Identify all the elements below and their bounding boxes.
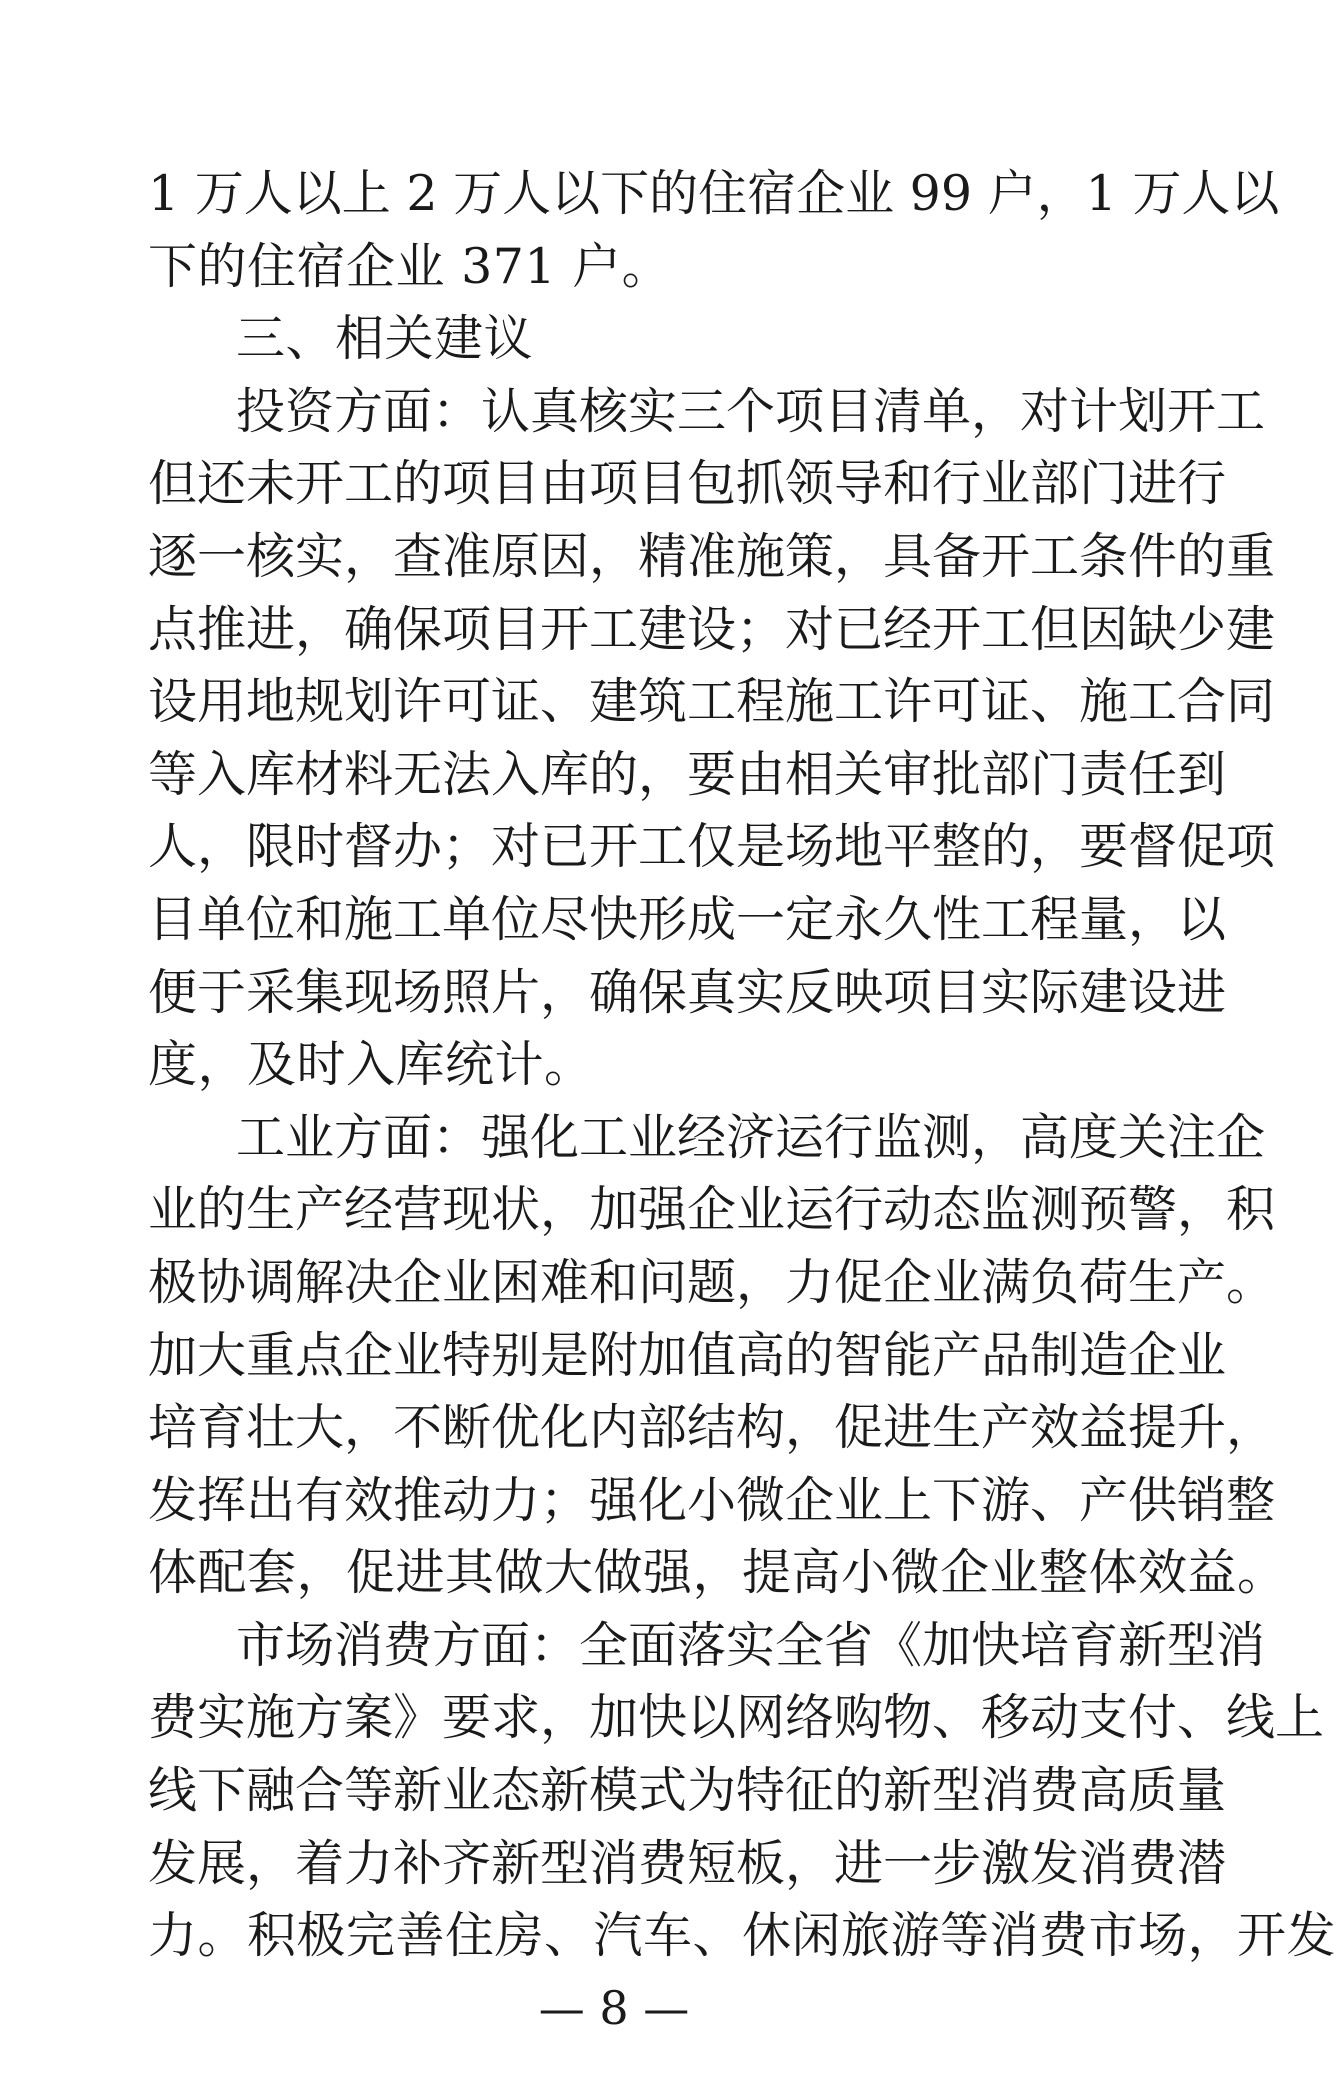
text-line: 目单位和施工单位尽快形成一定永久性工程量，以 <box>148 890 1227 948</box>
text-line: 培育壮大，不断优化内部结构，促进生产效益提升， <box>148 1399 1276 1457</box>
section-heading: 三、相关建议 <box>236 310 534 368</box>
text-line: 极协调解决企业困难和问题，力促企业满负荷生产。 <box>148 1253 1276 1311</box>
text-line: 业的生产经营现状，加强企业运行动态监测预警，积 <box>148 1181 1276 1239</box>
text-line: 点推进，确保项目开工建设；对已经开工但因缺少建 <box>148 600 1276 658</box>
text-line: 但还未开工的项目由项目包抓领导和行业部门进行 <box>148 455 1227 513</box>
paragraph-start-consumption: 市场消费方面：全面落实全省《加快培育新型消 <box>236 1616 1266 1674</box>
text-line: 下的住宿企业 371 户。 <box>148 237 672 295</box>
text-line: 1 万人以上 2 万人以下的住宿企业 99 户，1 万人以 <box>148 165 1280 222</box>
page-number: — 8 — <box>538 1981 690 2035</box>
text-line: 力。积极完善住房、汽车、休闲旅游等消费市场，开发 <box>148 1907 1336 1965</box>
text-line: 度，及时入库统计。 <box>148 1036 594 1094</box>
text-line: 人，限时督办；对已开工仅是场地平整的，要督促项 <box>148 818 1276 876</box>
text-line: 线下融合等新业态新模式为特征的新型消费高质量 <box>148 1762 1227 1820</box>
text-line: 发挥出有效推动力；强化小微企业上下游、产供销整 <box>148 1471 1276 1529</box>
text-line: 费实施方案》要求，加快以网络购物、移动支付、线上 <box>148 1689 1325 1747</box>
text-line: 逐一核实，查准原因，精准施策，具备开工条件的重 <box>148 527 1276 585</box>
text-line: 加大重点企业特别是附加值高的智能产品制造企业 <box>148 1326 1227 1384</box>
text-line: 设用地规划许可证、建筑工程施工许可证、施工合同 <box>148 673 1276 731</box>
text-line: 体配套，促进其做大做强，提高小微企业整体效益。 <box>148 1544 1287 1602</box>
body-text <box>148 158 1336 1973</box>
text-line: 发展，着力补齐新型消费短板，进一步激发消费潜 <box>148 1834 1227 1892</box>
text-line: 便于采集现场照片，确保真实反映项目实际建设进 <box>148 963 1227 1021</box>
paragraph-start-industry: 工业方面：强化工业经济运行监测，高度关注企 <box>236 1108 1266 1166</box>
paragraph-start-investment: 投资方面：认真核实三个项目清单，对计划开工 <box>236 382 1266 440</box>
text-line: 等入库材料无法入库的，要由相关审批部门责任到 <box>148 745 1227 803</box>
